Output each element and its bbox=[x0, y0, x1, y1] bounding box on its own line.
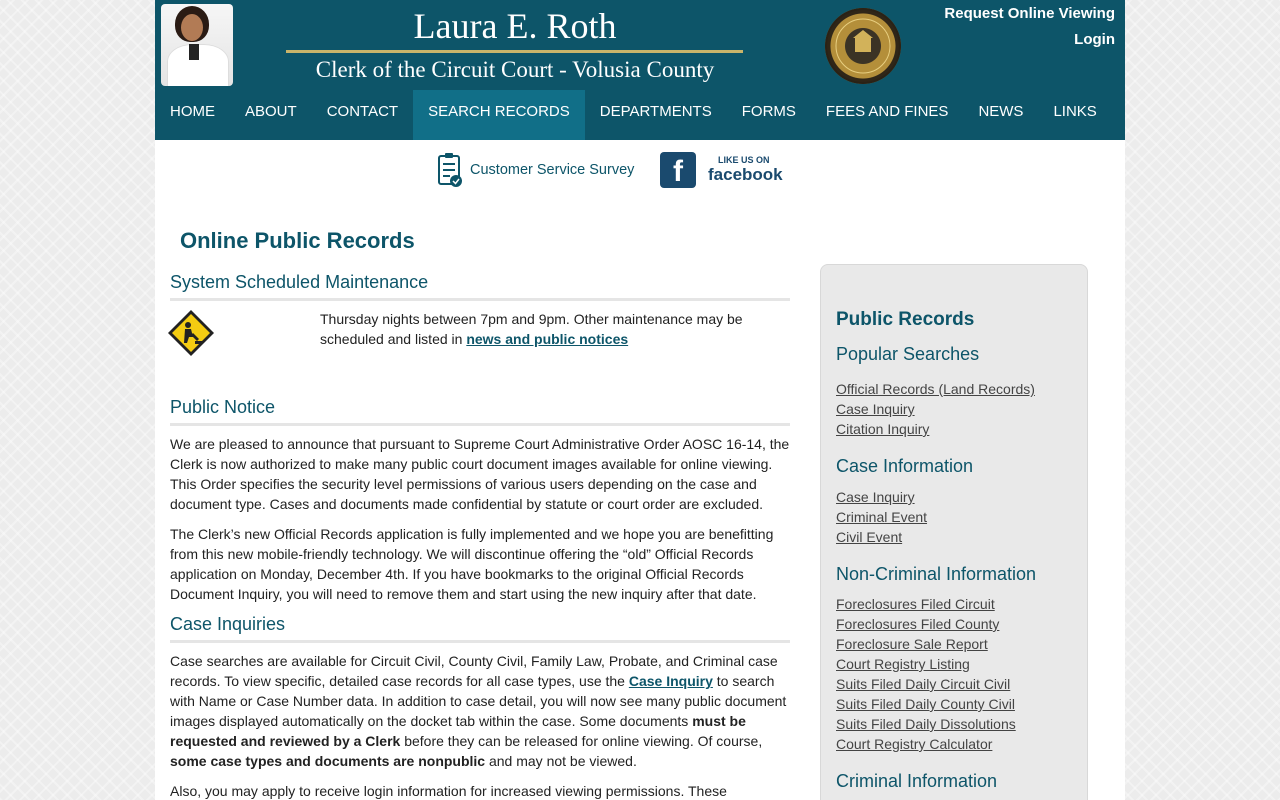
sidebar-link-citation-inquiry[interactable]: Citation Inquiry bbox=[836, 421, 930, 437]
popular-links bbox=[836, 379, 1076, 439]
notice-and-inquiries bbox=[170, 397, 790, 800]
request-online-viewing-link[interactable]: Request Online Viewing bbox=[944, 5, 1115, 22]
nav-news[interactable]: NEWS bbox=[978, 103, 1024, 120]
public-notice-p1: We are pleased to announce that pursuant to Supreme Court Administrative Order AOSC 16-14, the Clerk is now authorized to make many public court document images available for online viewing. This Order specifies the security level permissions of various users depending on the case and document type. Cases and documents made confidential by statute or court order are excluded. bbox=[170, 436, 790, 512]
site-header bbox=[155, 0, 1125, 90]
nav-links[interactable]: LINKS bbox=[1053, 103, 1097, 120]
nav-contact[interactable]: CONTACT bbox=[326, 103, 399, 120]
case-inquiries-more: Also, you may apply to receive login information for increased viewing permissions. These bbox=[170, 783, 727, 799]
county-seal-icon bbox=[825, 8, 901, 84]
page bbox=[155, 0, 1125, 800]
nav-fees-and-fines[interactable]: FEES AND FINES bbox=[825, 103, 949, 120]
case-info-links bbox=[836, 487, 1076, 547]
case-inquiries-text: Case searches are available for Circuit Civil, County Civil, Family Law, Probate, and Criminal case records. To view specific, detailed case records for all case types, use the Case Inquiry to search with Name or Case Number data. In addition to case detail, you will now see many public document images displayed automatically on the docket tab within the case. Some documents must be requested and reviewed by a Clerk before they can be released for online viewing. Of course, some case types and documents are nonpublic and may not be viewed. bbox=[170, 653, 787, 769]
nav-forms[interactable]: FORMS bbox=[741, 103, 796, 120]
sidebar-link-suits-county[interactable]: Suits Filed Daily County Civil bbox=[836, 696, 1015, 712]
title-divider bbox=[286, 50, 743, 53]
customer-survey-link[interactable] bbox=[437, 152, 634, 188]
sidebar-title: Public Records bbox=[836, 309, 975, 330]
nav-search-records[interactable]: SEARCH RECORDS bbox=[413, 90, 585, 140]
sidebar-link-registry-calculator[interactable]: Court Registry Calculator bbox=[836, 736, 993, 752]
sidebar-link-criminal-event[interactable]: Criminal Event bbox=[836, 509, 928, 525]
sidebar-link-civil-event[interactable]: Civil Event bbox=[836, 529, 903, 545]
maintenance-text: Thursday nights between 7pm and 9pm. Other maintenance may be scheduled and listed in news and public notices bbox=[320, 311, 743, 347]
survey-label: Customer Service Survey bbox=[470, 162, 635, 178]
clerk-photo bbox=[161, 4, 233, 86]
sidebar-link-foreclosures-circuit[interactable]: Foreclosures Filed Circuit bbox=[836, 596, 995, 612]
facebook-like-label: LIKE US ON bbox=[718, 155, 770, 165]
sidebar-link-official-records[interactable]: Official Records (Land Records) bbox=[836, 381, 1035, 397]
sidebar bbox=[820, 264, 1088, 800]
sidebar-link-court-registry-listing[interactable]: Court Registry Listing bbox=[836, 656, 970, 672]
news-notices-link[interactable]: news and public notices bbox=[466, 331, 629, 347]
clipboard-icon bbox=[437, 152, 463, 188]
sidebar-heading-case-info: Case Information bbox=[836, 456, 974, 476]
sidebar-link-suits-dissolutions[interactable]: Suits Filed Daily Dissolutions bbox=[836, 716, 1016, 732]
case-inquiry-inline-link[interactable]: Case Inquiry bbox=[628, 673, 713, 689]
nav-home[interactable]: HOME bbox=[170, 103, 215, 120]
nav-departments[interactable]: DEPARTMENTS bbox=[599, 103, 712, 120]
construction-sign-icon bbox=[167, 309, 215, 357]
non-criminal-links bbox=[836, 594, 1076, 754]
facebook-link[interactable] bbox=[660, 152, 783, 188]
sidebar-heading-non-criminal: Non-Criminal Information bbox=[836, 564, 1037, 584]
facebook-icon: f bbox=[660, 152, 696, 188]
sidebar-link-foreclosures-county[interactable]: Foreclosures Filed County bbox=[836, 616, 1000, 632]
login-link[interactable]: Login bbox=[1074, 31, 1115, 48]
public-notice-p2: The Clerk’s new Official Records application is fully implemented and we hope you are benefitting from this new mobile-friendly technology. We will discontinue offering the “old” Official Records application on Monday, December 4th. If you have bookmarks to the original Official Records Document Inquiry, you will need to remove them and start using the new inquiry after that date. bbox=[170, 526, 774, 602]
page-title: Online Public Records bbox=[180, 228, 415, 253]
clerk-subtitle: Clerk of the Circuit Court - Volusia County bbox=[315, 57, 715, 82]
facebook-name-label: facebook bbox=[708, 165, 783, 184]
sidebar-link-foreclosure-sale[interactable]: Foreclosure Sale Report bbox=[836, 636, 988, 652]
nav-about[interactable]: ABOUT bbox=[245, 103, 297, 120]
main-nav bbox=[155, 90, 1125, 140]
sidebar-link-suits-circuit[interactable]: Suits Filed Daily Circuit Civil bbox=[836, 676, 1011, 692]
sidebar-heading-criminal: Criminal Information bbox=[836, 771, 998, 791]
maintenance-heading: System Scheduled Maintenance bbox=[170, 272, 790, 301]
public-notice-heading: Public Notice bbox=[170, 397, 790, 426]
clerk-name: Laura E. Roth bbox=[413, 6, 617, 46]
sidebar-link-case-inquiry-2[interactable]: Case Inquiry bbox=[836, 489, 915, 505]
sidebar-link-case-inquiry[interactable]: Case Inquiry bbox=[836, 401, 915, 417]
case-inquiries-heading: Case Inquiries bbox=[170, 614, 790, 643]
promo-bar bbox=[155, 140, 1125, 200]
sidebar-heading-popular: Popular Searches bbox=[836, 344, 980, 364]
